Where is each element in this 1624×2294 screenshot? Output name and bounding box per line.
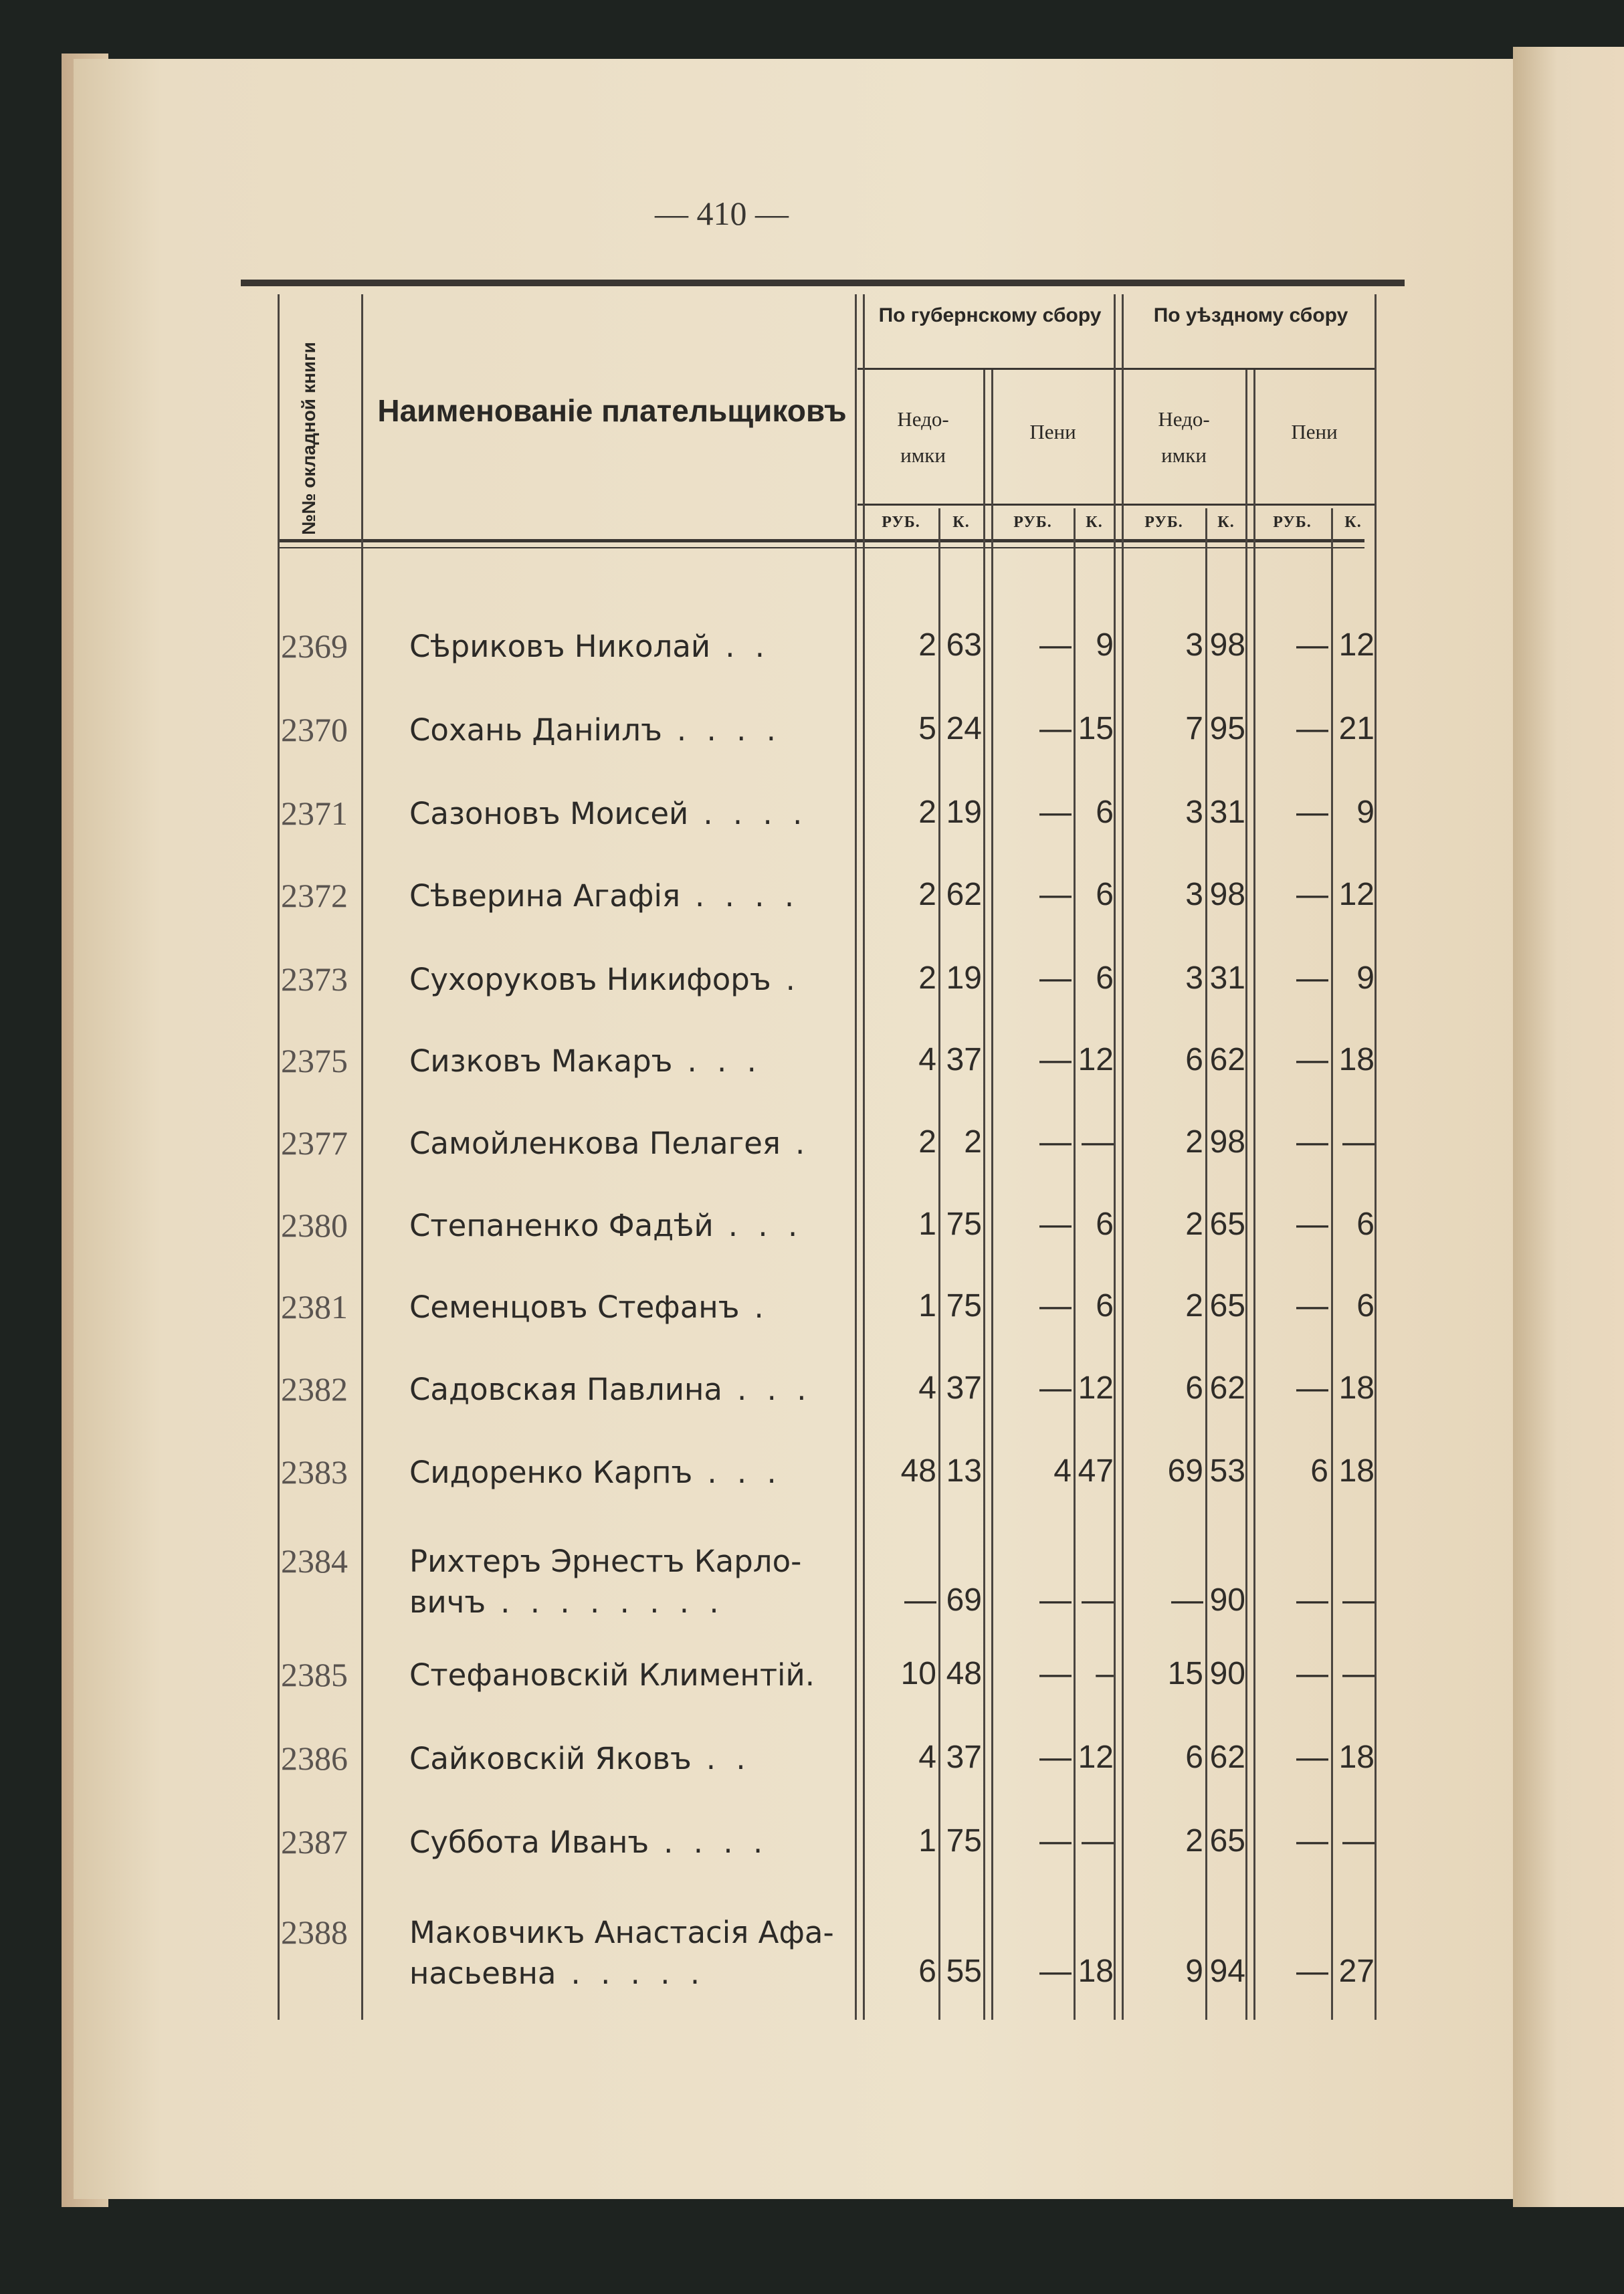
- book-number: 2382: [281, 1370, 348, 1408]
- leader-dots: .: [754, 1289, 769, 1325]
- payer-name-text: Семенцовъ Стефанъ: [409, 1289, 740, 1325]
- uezd-penalty-rub: —: [1296, 1370, 1328, 1406]
- leader-dots: . .: [706, 1741, 751, 1776]
- gubern-penalty-kop: 6: [1096, 877, 1114, 912]
- book-number: 2371: [281, 795, 348, 832]
- col-line: [1114, 294, 1116, 2020]
- header-uezd: По уѣздному сбору: [1153, 304, 1348, 326]
- payer-name-text: Маковчикъ Анастасія Афа-: [409, 1915, 834, 1950]
- payer-name: [409, 1822, 768, 1863]
- book-number: 2388: [281, 1913, 348, 1951]
- payer-name: [409, 627, 770, 667]
- payer-name: [409, 960, 801, 1001]
- col-line: [361, 294, 363, 2020]
- uezd-arrears-rub: 15: [1167, 1656, 1203, 1691]
- uezd-penalty-kop: 21: [1338, 711, 1375, 746]
- uezd-penalty-rub: —: [1296, 1656, 1328, 1691]
- col-line: [983, 370, 985, 2020]
- uezd-penalty-kop: 18: [1338, 1370, 1375, 1406]
- gubern-penalty-kop: 6: [1096, 960, 1114, 996]
- gubern-penalty-kop: 15: [1078, 711, 1114, 746]
- uezd-arrears-rub: 6: [1185, 1370, 1203, 1406]
- book-number: 2386: [281, 1740, 348, 1777]
- gubern-arrears-rub: 2: [918, 1124, 936, 1160]
- gubern-penalty-kop: 12: [1078, 1740, 1114, 1775]
- unit-rule: [857, 504, 1377, 506]
- gubern-arrears-rub: 1: [918, 1207, 936, 1242]
- col-line: [1245, 370, 1247, 2020]
- gubern-penalty-rub: —: [1039, 1370, 1072, 1406]
- gubern-penalty-rub: —: [1039, 1954, 1072, 1989]
- book-number: 2373: [281, 960, 348, 998]
- uezd-penalty-rub: —: [1296, 795, 1328, 830]
- subheader-rule: [857, 368, 1377, 370]
- leader-dots: . . . .: [695, 878, 800, 914]
- book-number: 2384: [281, 1542, 348, 1580]
- payer-name-continuation: насьевна: [409, 1955, 556, 1991]
- gubern-penalty-rub: —: [1039, 1582, 1072, 1618]
- uezd-penalty-rub: —: [1296, 1823, 1328, 1859]
- uezd-arrears-kop: 62: [1209, 1370, 1245, 1406]
- book-number: 2372: [281, 877, 348, 914]
- uezd-penalty-rub: —: [1296, 960, 1328, 996]
- payer-name-text: Сѣверина Агафія: [409, 878, 681, 914]
- unit-kop: К.: [1086, 514, 1103, 531]
- unit-kop: К.: [1217, 514, 1235, 531]
- uezd-penalty-kop: —: [1342, 1656, 1375, 1691]
- uezd-penalty-kop: 6: [1356, 1288, 1375, 1324]
- uezd-penalty-kop: —: [1342, 1582, 1375, 1618]
- gubern-penalty-kop: 12: [1078, 1042, 1114, 1077]
- gubern-arrears-rub: 2: [918, 960, 936, 996]
- book-number: 2385: [281, 1656, 348, 1693]
- gubern-arrears-rub: 6: [918, 1954, 936, 1989]
- uezd-arrears-kop: 62: [1209, 1042, 1245, 1077]
- book-number: 2383: [281, 1453, 348, 1491]
- uezd-penalty-rub: —: [1296, 1042, 1328, 1077]
- uezd-penalty-kop: —: [1342, 1124, 1375, 1160]
- payer-name: [409, 1453, 782, 1493]
- payer-name: [409, 1206, 803, 1247]
- book-number: 2380: [281, 1207, 348, 1244]
- gubern-arrears-rub: 4: [918, 1370, 936, 1406]
- header-rule-2: [278, 547, 1364, 548]
- gubern-arrears-rub: 4: [918, 1042, 936, 1077]
- gubern-arrears-rub: 1: [918, 1823, 936, 1859]
- gubern-penalty-rub: —: [1039, 1124, 1072, 1160]
- gubern-penalty-rub: —: [1039, 960, 1072, 996]
- gubern-penalty-rub: —: [1039, 1207, 1072, 1242]
- header-rule: [278, 539, 1364, 542]
- leader-dots: . . . . .: [571, 1955, 706, 1991]
- uezd-penalty-rub: —: [1296, 1954, 1328, 1989]
- unit-rub: РУБ.: [1013, 514, 1052, 531]
- gubern-penalty-kop: —: [1082, 1124, 1114, 1160]
- uezd-penalty-kop: 9: [1356, 960, 1375, 996]
- payer-name-text: Степаненко Фадѣй: [409, 1208, 714, 1243]
- uezd-penalty-rub: —: [1296, 1124, 1328, 1160]
- gubern-arrears-kop: 55: [946, 1954, 982, 1989]
- gubern-arrears-kop: 37: [946, 1740, 982, 1775]
- uezd-penalty-rub: —: [1296, 1740, 1328, 1775]
- uezd-penalty-rub: —: [1296, 877, 1328, 912]
- payer-name: [409, 710, 781, 751]
- uezd-arrears-kop: 62: [1209, 1740, 1245, 1775]
- uezd-penalty-kop: 12: [1338, 627, 1375, 663]
- payer-name-text: Сохань Даніилъ: [409, 712, 662, 748]
- gubern-penalty-rub: 4: [1053, 1453, 1072, 1489]
- uezd-arrears-kop: 53: [1209, 1453, 1245, 1489]
- book-number: 2370: [281, 711, 348, 748]
- uezd-arrears-rub: 2: [1185, 1124, 1203, 1160]
- uezd-arrears-kop: 90: [1209, 1582, 1245, 1618]
- leader-dots: .: [795, 1126, 811, 1161]
- payer-name: [409, 1655, 815, 1696]
- gubern-arrears-rub: 4: [918, 1740, 936, 1775]
- gubern-penalty-rub: —: [1039, 1823, 1072, 1859]
- uezd-penalty-kop: 9: [1356, 795, 1375, 830]
- gubern-arrears-kop: 63: [946, 627, 982, 663]
- uezd-penalty-rub: —: [1296, 1582, 1328, 1618]
- book-number: 2381: [281, 1288, 348, 1326]
- gubern-penalty-rub: —: [1039, 795, 1072, 830]
- uezd-arrears-kop: 65: [1209, 1288, 1245, 1324]
- header-gubern: По губернскому сбору: [878, 304, 1102, 326]
- uezd-arrears-rub: 7: [1185, 711, 1203, 746]
- uezd-arrears-rub: 6: [1185, 1740, 1203, 1775]
- leader-dots: . . . . . . . .: [500, 1584, 724, 1620]
- uezd-arrears-kop: 94: [1209, 1954, 1245, 1989]
- payer-name-text: Сѣриковъ Николай: [409, 629, 711, 664]
- uezd-penalty-kop: 12: [1338, 877, 1375, 912]
- uezd-penalty-rub: 6: [1310, 1453, 1328, 1489]
- header-book-no: №№ окладной книги: [298, 342, 319, 535]
- unit-kop: К.: [1344, 514, 1362, 531]
- book-number: 2369: [281, 627, 348, 665]
- payer-name: [409, 1739, 751, 1780]
- gubern-penalty-rub: —: [1039, 711, 1072, 746]
- uezd-arrears-rub: 3: [1185, 627, 1203, 663]
- uezd-arrears-rub: 6: [1185, 1042, 1203, 1077]
- gubern-arrears-rub: 2: [918, 795, 936, 830]
- payer-name-text: Суббота Иванъ: [409, 1824, 649, 1860]
- uezd-arrears-kop: 65: [1209, 1823, 1245, 1859]
- gubern-penalty-rub: —: [1039, 1656, 1072, 1691]
- uezd-arrears-rub: 3: [1185, 877, 1203, 912]
- uezd-arrears-kop: 65: [1209, 1207, 1245, 1242]
- header-penalty-uezd: Пени: [1291, 420, 1338, 443]
- gubern-arrears-rub: 2: [918, 877, 936, 912]
- uezd-penalty-rub: —: [1296, 1207, 1328, 1242]
- leader-dots: .: [785, 962, 801, 997]
- gubern-penalty-kop: 47: [1078, 1453, 1114, 1489]
- payer-name-continuation: вичъ: [409, 1584, 486, 1620]
- uezd-arrears-rub: 2: [1185, 1207, 1203, 1242]
- uezd-arrears-rub: 3: [1185, 795, 1203, 830]
- uezd-arrears-rub: 3: [1185, 960, 1203, 996]
- payer-name: [409, 1041, 762, 1082]
- gubern-arrears-rub: —: [904, 1582, 936, 1618]
- uezd-arrears-rub: 2: [1185, 1823, 1203, 1859]
- leader-dots: . . .: [728, 1208, 803, 1243]
- uezd-arrears-kop: 95: [1209, 711, 1245, 746]
- gubern-penalty-kop: 12: [1078, 1370, 1114, 1406]
- uezd-penalty-kop: 6: [1356, 1207, 1375, 1242]
- leader-dots: . . . .: [676, 712, 782, 748]
- leader-dots: . . . .: [664, 1824, 769, 1860]
- gubern-arrears-kop: 19: [946, 795, 982, 830]
- gubern-penalty-rub: —: [1039, 627, 1072, 663]
- header-payer-name: Наименованіе плательщиковъ: [377, 393, 847, 428]
- payer-name-text: Самойленкова Пелагея: [409, 1126, 781, 1161]
- top-rule: [241, 280, 1405, 286]
- payer-name-text: Садовская Павлина: [409, 1372, 722, 1407]
- uezd-arrears-kop: 31: [1209, 960, 1245, 996]
- payer-name: [409, 794, 807, 835]
- gubern-penalty-rub: —: [1039, 1288, 1072, 1324]
- payer-name-text: Сухоруковъ Никифоръ: [409, 962, 771, 997]
- payer-name-text: Рихтеръ Эрнестъ Карло-: [409, 1544, 802, 1579]
- gubern-penalty-kop: 9: [1096, 627, 1114, 663]
- uezd-arrears-rub: —: [1171, 1582, 1203, 1618]
- gubern-penalty-rub: —: [1039, 877, 1072, 912]
- gubern-arrears-kop: 37: [946, 1042, 982, 1077]
- uezd-arrears-kop: 90: [1209, 1656, 1245, 1691]
- gubern-arrears-kop: 62: [946, 877, 982, 912]
- leader-dots: . .: [725, 629, 771, 664]
- unit-rub: РУБ.: [882, 514, 920, 531]
- uezd-arrears-rub: 2: [1185, 1288, 1203, 1324]
- uezd-penalty-kop: 18: [1338, 1453, 1375, 1489]
- gubern-arrears-rub: 2: [918, 627, 936, 663]
- uezd-penalty-kop: 18: [1338, 1042, 1375, 1077]
- uezd-penalty-rub: —: [1296, 711, 1328, 746]
- gubern-penalty-kop: —: [1082, 1582, 1114, 1618]
- col-line: [1375, 294, 1377, 2020]
- gubern-arrears-kop: 75: [946, 1207, 982, 1242]
- unit-rub: РУБ.: [1144, 514, 1183, 531]
- gubern-arrears-kop: 19: [946, 960, 982, 996]
- book-number: 2387: [281, 1823, 348, 1861]
- gubern-arrears-rub: 48: [900, 1453, 936, 1489]
- page-number: — 410 —: [655, 195, 789, 232]
- gubern-penalty-kop: –: [1096, 1656, 1114, 1691]
- gubern-arrears-kop: 48: [946, 1656, 982, 1691]
- payer-name-text: Сазоновъ Моисей: [409, 796, 689, 831]
- gubern-penalty-kop: —: [1082, 1823, 1114, 1859]
- payer-name-text: Сидоренко Карпъ: [409, 1455, 693, 1490]
- uezd-arrears-kop: 31: [1209, 795, 1245, 830]
- uezd-arrears-kop: 98: [1209, 627, 1245, 663]
- uezd-arrears-kop: 98: [1209, 1124, 1245, 1160]
- gubern-penalty-kop: 6: [1096, 1288, 1114, 1324]
- gubern-penalty-kop: 18: [1078, 1954, 1114, 1989]
- payer-name-text: Сизковъ Макаръ: [409, 1043, 673, 1079]
- gubern-penalty-kop: 6: [1096, 795, 1114, 830]
- gubern-penalty-kop: 6: [1096, 1207, 1114, 1242]
- uezd-penalty-kop: 27: [1338, 1954, 1375, 1989]
- book-number: 2375: [281, 1042, 348, 1079]
- gubern-arrears-rub: 5: [918, 711, 936, 746]
- gubern-arrears-kop: 75: [946, 1288, 982, 1324]
- leader-dots: . . .: [736, 1372, 812, 1407]
- gubern-arrears-kop: 75: [946, 1823, 982, 1859]
- uezd-arrears-kop: 98: [1209, 877, 1245, 912]
- payer-name: [409, 1542, 801, 1623]
- payer-name: [409, 1287, 769, 1328]
- gubern-penalty-rub: —: [1039, 1042, 1072, 1077]
- uezd-penalty-kop: 18: [1338, 1740, 1375, 1775]
- header-arrears-uezd: Недо- имки: [1158, 407, 1210, 467]
- gubern-penalty-rub: —: [1039, 1740, 1072, 1775]
- leader-dots: . . .: [687, 1043, 762, 1079]
- uezd-arrears-rub: 69: [1167, 1453, 1203, 1489]
- gubern-arrears-kop: 2: [964, 1124, 982, 1160]
- gubern-arrears-rub: 10: [900, 1656, 936, 1691]
- header-penalty-gubern: Пени: [1029, 420, 1076, 443]
- col-line: [855, 294, 857, 2020]
- gubern-arrears-kop: 37: [946, 1370, 982, 1406]
- payer-name-text: Стефановскій Климентій.: [409, 1657, 815, 1693]
- payer-name: [409, 1370, 812, 1411]
- col-line: [278, 294, 280, 2020]
- leader-dots: . . .: [707, 1455, 782, 1490]
- unit-rub: РУБ.: [1273, 514, 1312, 531]
- book-number: 2377: [281, 1124, 348, 1162]
- gubern-arrears-kop: 13: [946, 1453, 982, 1489]
- payer-name-text: Сайковскій Яковъ: [409, 1741, 692, 1776]
- gubern-arrears-kop: 24: [946, 711, 982, 746]
- payer-name: [409, 1913, 834, 1994]
- gubern-arrears-rub: 1: [918, 1288, 936, 1324]
- facing-page-edge: [1513, 47, 1624, 2207]
- payer-name: [409, 1124, 810, 1164]
- uezd-penalty-rub: —: [1296, 1288, 1328, 1324]
- header-arrears-gubern: Недо- имки: [897, 407, 949, 467]
- uezd-penalty-rub: —: [1296, 627, 1328, 663]
- uezd-arrears-rub: 9: [1185, 1954, 1203, 1989]
- unit-kop: К.: [952, 514, 970, 531]
- payer-name: [409, 876, 799, 917]
- uezd-penalty-kop: —: [1342, 1823, 1375, 1859]
- leader-dots: . . . .: [703, 796, 808, 831]
- gubern-arrears-kop: 69: [946, 1582, 982, 1618]
